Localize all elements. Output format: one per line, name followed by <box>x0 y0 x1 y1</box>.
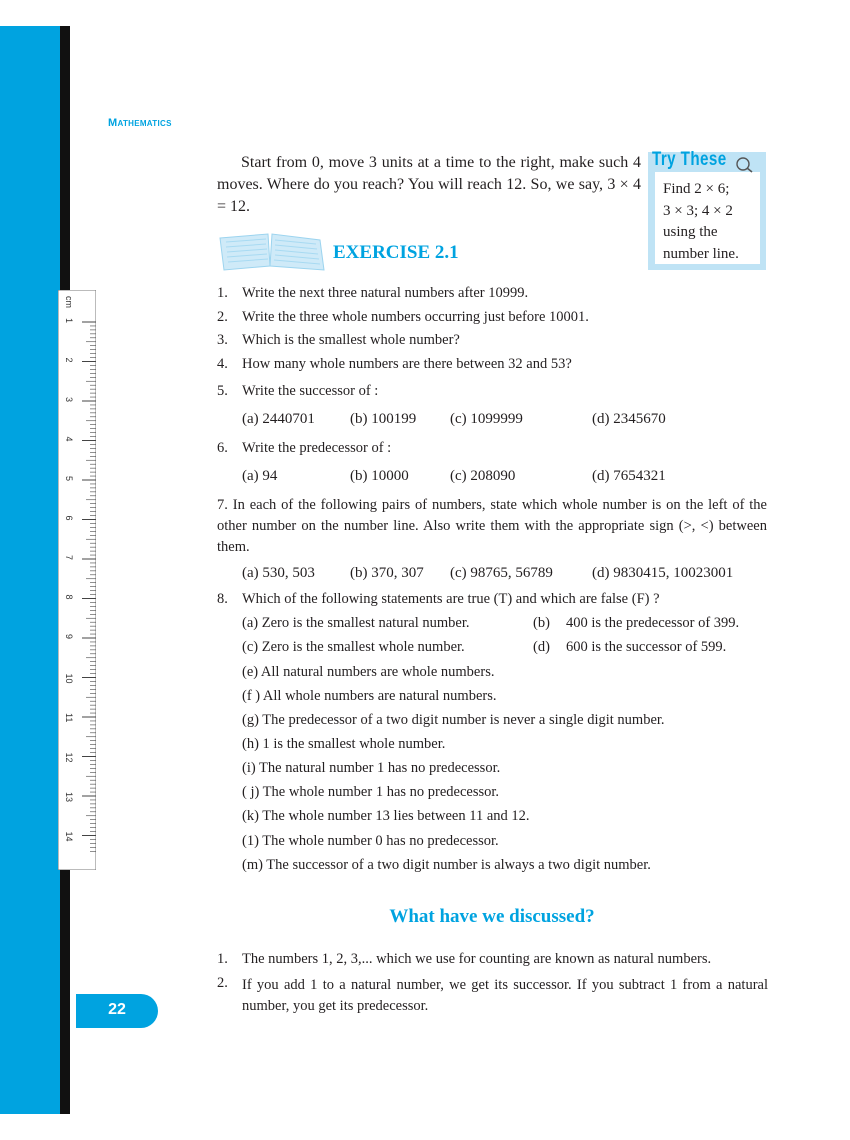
ruler-unit: cm <box>64 296 74 308</box>
try-line: 3 × 3; 4 × 2 <box>663 202 733 219</box>
option-a: (a) 2440701 <box>242 411 315 427</box>
ruler-label: 14 <box>64 831 74 842</box>
try-line: Find 2 × 6; <box>663 181 730 197</box>
side-band <box>0 26 60 1114</box>
option-b: (b) 370, 307 <box>350 565 424 581</box>
question-text: Write the next three natural numbers after 10999. <box>242 285 529 301</box>
statement-f: (f ) All whole numbers are natural numbers. <box>242 688 497 704</box>
ruler-label: 2 <box>64 357 74 363</box>
ruler-label: 4 <box>64 436 74 442</box>
ruler-label: 6 <box>64 515 74 521</box>
discussed-title: What have we discussed? <box>389 906 595 927</box>
point-number: 2. <box>217 975 228 991</box>
option-c: (c) 98765, 56789 <box>450 565 553 581</box>
question-number: 8. <box>217 591 228 607</box>
option-d: (d) 7654321 <box>592 468 666 484</box>
statement-c: (c) Zero is the smallest whole number. <box>242 639 465 655</box>
option-a: (a) 94 <box>242 468 278 484</box>
exercise-title: EXERCISE 2.1 <box>333 242 459 263</box>
statement-d: 600 is the successor of 599. <box>566 639 727 655</box>
question-text: Which is the smallest whole number? <box>242 332 460 348</box>
statement-g: (g) The predecessor of a two digit number is never a single digit number. <box>242 712 665 728</box>
ruler-label: 5 <box>64 476 74 482</box>
ruler-label: 7 <box>64 555 74 561</box>
point-number: 1. <box>217 951 228 967</box>
try-these-body <box>663 179 763 265</box>
question-number: 4. <box>217 356 228 372</box>
point-text: The numbers 1, 2, 3,... which we use for counting are known as natural numbers. <box>242 951 712 967</box>
option-b: (b) 10000 <box>350 468 409 484</box>
question-number: 2. <box>217 309 228 325</box>
ruler-label: 1 <box>64 318 74 324</box>
ruler <box>58 290 96 870</box>
question-number: 1. <box>217 285 228 301</box>
option-c: (c) 1099999 <box>450 411 523 427</box>
page-number: 22 <box>108 1001 126 1018</box>
question-number: 3. <box>217 332 228 348</box>
question-7-text: 7. In each of the following pairs of numbers, state which whole number is on the left of the other number on the number line. Also write them with the appropriate sign (>, <) between them. <box>217 497 767 555</box>
open-book-icon <box>214 232 328 272</box>
question-text: Write the predecessor of : <box>242 440 392 456</box>
intro-paragraph: Start from 0, move 3 units at a time to the right, make such 4 moves. Where do you reach? You will reach 12. So, we say, 3 × 4 = 12. <box>217 154 641 215</box>
try-line: using the <box>663 224 718 240</box>
question-text: Write the three whole numbers occurring just before 10001. <box>242 309 589 325</box>
question-text: How many whole numbers are there between 32 and 53? <box>242 356 572 372</box>
ruler-label: 3 <box>64 397 74 403</box>
statement-i: (i) The natural number 1 has no predecessor. <box>242 760 501 776</box>
statement-d-label: (d) <box>533 639 550 655</box>
statement-b-label: (b) <box>533 615 550 631</box>
point-text: If you add 1 to a natural number, we get its successor. If you subtract 1 from a natural number, you get its predecessor. <box>242 977 768 1014</box>
statement-a: (a) Zero is the smallest natural number. <box>242 615 470 631</box>
option-c: (c) 208090 <box>450 468 516 484</box>
ruler-label: 11 <box>64 713 74 723</box>
running-header: Mathematics <box>108 117 172 129</box>
option-a: (a) 530, 503 <box>242 565 315 581</box>
statement-k: (k) The whole number 13 lies between 11 and 12. <box>242 808 530 824</box>
ruler-label: 9 <box>64 634 74 640</box>
option-b: (b) 100199 <box>350 411 417 427</box>
question-number: 5. <box>217 383 228 399</box>
statement-m: (m) The successor of a two digit number is always a two digit number. <box>242 857 651 873</box>
statement-j: ( j) The whole number 1 has no predecessor. <box>242 784 500 800</box>
question-number: 6. <box>217 440 228 456</box>
ruler-label: 13 <box>64 792 74 803</box>
try-these-title: Try These <box>652 149 727 170</box>
magnifier-icon <box>734 155 756 173</box>
try-line: number line. <box>663 245 739 262</box>
statement-b: 400 is the predecessor of 399. <box>566 615 740 631</box>
option-d: (d) 2345670 <box>592 411 666 427</box>
question-text: Which of the following statements are true (T) and which are false (F) ? <box>242 591 660 607</box>
question-text: Write the successor of : <box>242 383 379 399</box>
option-d: (d) 9830415, 10023001 <box>592 565 734 581</box>
ruler-label: 12 <box>64 752 74 763</box>
statement-e: (e) All natural numbers are whole numbers. <box>242 664 495 680</box>
ruler-label: 10 <box>64 673 74 684</box>
statement-l: (1) The whole number 0 has no predecessor. <box>242 833 499 849</box>
statement-h: (h) 1 is the smallest whole number. <box>242 736 446 752</box>
ruler-label: 8 <box>64 594 74 600</box>
